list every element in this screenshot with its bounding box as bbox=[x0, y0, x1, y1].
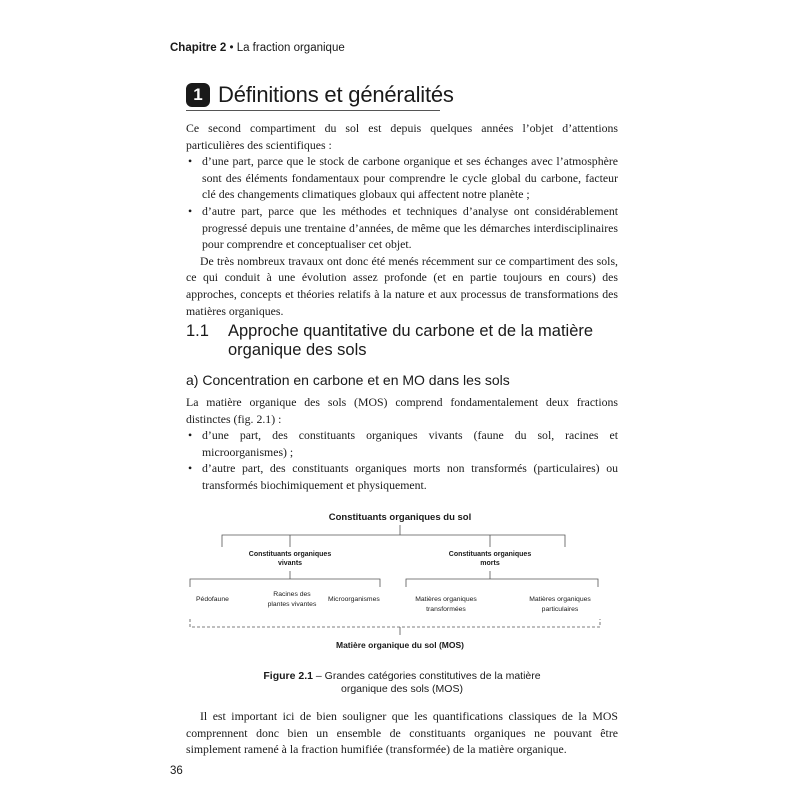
figure-caption-line1: – Grandes catégories constitutives de la matière bbox=[312, 670, 541, 682]
intro-bullet-list bbox=[186, 153, 618, 253]
section-title: Définitions et généralités bbox=[218, 82, 454, 107]
mos-paragraph: La matière organique des sols (MOS) comprend fondamentalement deux fractions distinctes (fig. 2.1) : bbox=[186, 395, 618, 426]
diagram-living-label-1: Constituants organiques bbox=[248, 551, 332, 558]
running-head-title: La fraction organique bbox=[236, 42, 345, 54]
diagram-bottom-label: Matière organique du sol (MOS) bbox=[336, 640, 464, 650]
subsection-heading bbox=[186, 322, 593, 360]
diagram-living-label-2: vivants bbox=[277, 560, 303, 567]
figure-caption-line2: organique des sols (MOS) bbox=[341, 683, 463, 695]
diagram-particulaires-2: particulaires bbox=[541, 606, 579, 613]
intro-bullet-2: • d’autre part, parce que les méthodes et techniques d’analyse ont considérablement progressé depuis une trentaine d’années, de même que les démarches interdisciplinaires pour comprendre et conceptualiser cet objet. bbox=[186, 203, 618, 253]
mos-bullet-1: • d’une part, des constituants organiques vivants (faune du sol, racines et microorganismes) ; bbox=[186, 427, 618, 460]
diagram-racines-1: Racines des bbox=[273, 591, 311, 598]
figure-caption bbox=[186, 670, 618, 696]
running-head-separator: • bbox=[229, 42, 234, 54]
mos-bullet-list bbox=[186, 427, 618, 493]
diagram-transformees-1: Matières organiques bbox=[415, 596, 477, 603]
page-number: 36 bbox=[170, 765, 183, 777]
section-number-badge: 1 bbox=[186, 83, 210, 107]
subsubsection-heading: a) Concentration en carbone et en MO dans les sols bbox=[186, 372, 510, 388]
section-heading bbox=[186, 82, 454, 108]
mos-bullet-2: • d’autre part, des constituants organiques morts non transformés (particulaires) ou transformés biochimiquement et physiquement. bbox=[186, 460, 618, 493]
running-head-chapter: Chapitre 2 bbox=[170, 42, 227, 54]
diagram-pedofaune: Pédofaune bbox=[196, 596, 229, 603]
diagram-racines-2: plantes vivantes bbox=[267, 601, 317, 608]
subsection-number: 1.1 bbox=[186, 322, 209, 340]
diagram-top-label: Constituants organiques du sol bbox=[328, 512, 472, 523]
diagram-micro: Microorganismes bbox=[328, 596, 380, 603]
section-rule bbox=[186, 110, 440, 111]
diagram-particulaires-1: Matières organiques bbox=[529, 596, 591, 603]
subsection-title-line2: organique des sols bbox=[228, 341, 367, 359]
intro-paragraph-2: De très nombreux travaux ont donc été menés récemment sur ce compartiment des sols, ce qui conduit à une évolution assez profonde (et en partie toujours en cours) des approches, concepts et théories relatifs à la nature et aux processus de transformations des matières organiques. bbox=[186, 253, 618, 318]
intro-bullet-1: • d’une part, parce que le stock de carbone organique et ses échanges avec l’atmosphère sont des éléments fondamentaux pour comprendre le cycle global du carbone, facteur clé des changements climatiques globaux qui affectent notre planète ; bbox=[186, 153, 618, 203]
running-head bbox=[170, 42, 345, 54]
diagram-connectors bbox=[190, 525, 600, 635]
intro-paragraph: Ce second compartiment du sol est depuis quelques années l’objet d’attentions particulières des scientifiques : bbox=[186, 121, 618, 152]
figure-label: Figure 2.1 bbox=[263, 670, 313, 682]
diagram-transformees-2: transformées bbox=[426, 606, 466, 613]
intro-block bbox=[186, 120, 618, 319]
diagram-dead-label-2: morts bbox=[480, 560, 500, 567]
subsection-title-line1: Approche quantitative du carbone et de la matière bbox=[228, 322, 594, 340]
closing-paragraph: Il est important ici de bien souligner que les quantifications classiques de la MOS comprennent donc bien un ensemble de constituants organiques ne pouvant être simplement ramené à la fraction humifiée (transformée) de la matière organique. bbox=[186, 709, 618, 757]
diagram-dead-label-1: Constituants organiques bbox=[448, 551, 532, 558]
closing-block bbox=[186, 708, 618, 758]
mos-block bbox=[186, 394, 618, 494]
figure-diagram bbox=[180, 505, 620, 655]
